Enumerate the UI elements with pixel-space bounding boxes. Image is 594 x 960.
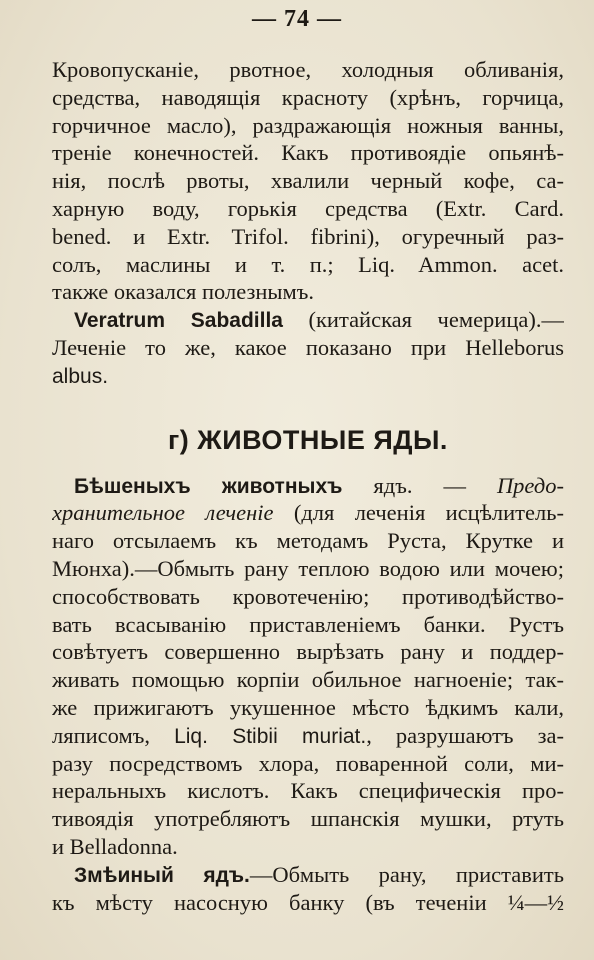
text-fragment: ляписомъ, bbox=[52, 722, 175, 748]
page-number: — 74 — bbox=[252, 6, 342, 32]
text-fragment: —Обмыть рану, приставить bbox=[249, 861, 564, 887]
text-line: тивоядія употребляютъ шпанскія мушки, ртуть bbox=[52, 806, 564, 832]
text-fragment: (для леченія исцѣлитель- bbox=[273, 500, 564, 526]
text-line: средства, наводящія краснoту (хрѣнъ, горчица, bbox=[52, 84, 564, 110]
entry-term: Змѣиный ядъ. bbox=[74, 863, 250, 887]
text-line: же прижигаютъ укушенное мѣсто ѣдкимъ кали, bbox=[52, 694, 564, 720]
text-line: неральныхъ кислотъ. Какъ специфическія про- bbox=[52, 778, 564, 804]
text-line bbox=[52, 362, 564, 390]
text-line: солъ, маслины и т. п.; Liq. Ammon. acet. bbox=[52, 251, 564, 277]
section-heading: г) ЖИВОТНЫЕ ЯДЫ. bbox=[168, 424, 448, 455]
text-line: Леченіе то же, какое показано при Helleborus bbox=[52, 334, 564, 360]
text-line: bened. и Extr. Trifol. fibrini), огуречный раз- bbox=[52, 223, 564, 249]
text-line bbox=[52, 722, 564, 750]
page-body bbox=[52, 56, 564, 916]
paragraph-veratrum bbox=[52, 306, 564, 389]
text-fragment: (китайская чемерица).— bbox=[282, 307, 564, 333]
text-fragment: хранительное леченіе bbox=[52, 500, 274, 526]
text-line: разу посредствомъ хлора, поваренной соли, ми- bbox=[52, 750, 564, 776]
entry-term: Бѣшеныхъ животныхъ bbox=[74, 474, 343, 498]
text-fragment: ядъ. — bbox=[342, 472, 497, 498]
text-fragment: , разрушаютъ за- bbox=[366, 722, 564, 748]
text-line: совѣтуетъ совершенно вырѣзать рану и поддер- bbox=[52, 639, 564, 665]
text-line bbox=[52, 472, 564, 500]
text-line: треніе конечностей. Какъ противоядіе опьянѣ- bbox=[52, 140, 564, 166]
text-line: вать всасыванію приставленіемъ банки. Рустъ bbox=[52, 611, 564, 637]
paragraph-rabid-animals bbox=[52, 472, 564, 861]
text-line: Кровопусканіе, рвотное, холодныя обливанія, bbox=[52, 57, 564, 82]
entry-term: Veratrum Sabadilla bbox=[74, 309, 283, 333]
text-line: живать помощью корпіи обильное нагноеніе; так- bbox=[52, 667, 564, 693]
text-line: Мюнха).—Обмыть рану теплою водою или мочею; bbox=[52, 555, 564, 581]
text-fragment: albus. bbox=[52, 364, 109, 388]
text-line bbox=[52, 861, 564, 889]
text-line: и Belladonna. bbox=[52, 833, 178, 859]
text-fragment: Предо- bbox=[496, 472, 564, 498]
text-fragment: Liq. Stibii muriat. bbox=[174, 724, 367, 748]
text-line: способствовать кровотеченію; противодѣйство- bbox=[52, 583, 564, 609]
paragraph-symptoms-treatment bbox=[52, 56, 564, 306]
text-line bbox=[52, 306, 564, 334]
text-line: горчичное масло), раздражающія ножныя ванны, bbox=[52, 112, 564, 138]
text-line: наго отсылаемъ къ методамъ Руста, Крутке и bbox=[52, 528, 564, 554]
text-line: также оказался полезнымъ. bbox=[52, 279, 315, 305]
text-line: къ мѣсту насосную банку (въ теченіи ¼—½ bbox=[52, 889, 564, 915]
paragraph-snake-venom bbox=[52, 861, 564, 917]
text-line bbox=[52, 499, 564, 527]
text-line: нія, послѣ рвоты, хвалили черный кофе, са- bbox=[52, 168, 564, 194]
text-line: харную воду, горькія средства (Extr. Card. bbox=[52, 195, 564, 221]
